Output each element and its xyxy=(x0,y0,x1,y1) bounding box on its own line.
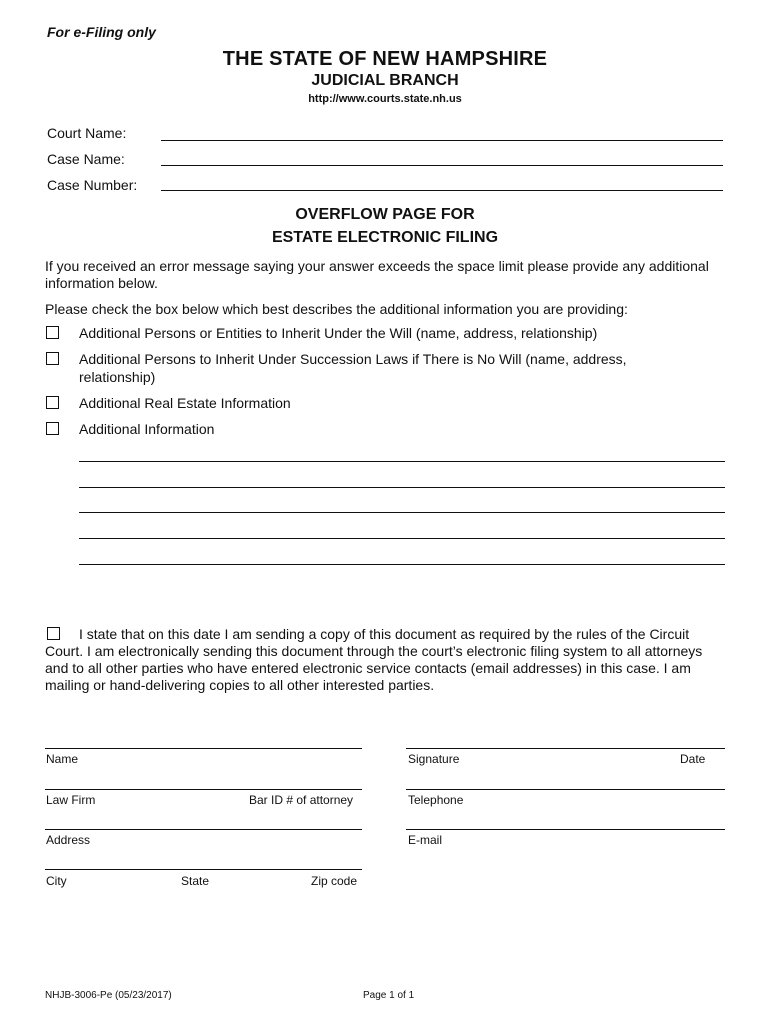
option-1-label: Additional Persons or Entities to Inherit Under the Will (name, address, relationship) xyxy=(79,325,598,341)
state-title: THE STATE OF NEW HAMPSHIRE xyxy=(222,48,548,70)
email-line[interactable] xyxy=(406,829,725,830)
telephone-label: Telephone xyxy=(408,793,464,807)
option-2-label: Additional Persons to Inherit Under Succession Laws if There is No Will (name, address, relationship) xyxy=(79,351,627,385)
signature-label: Signature xyxy=(408,752,460,766)
law-firm-line[interactable] xyxy=(45,789,362,790)
case-name-field[interactable] xyxy=(161,165,723,166)
intro-text: If you received an error message saying your answer exceeds the space limit please provide any additional information below. xyxy=(45,258,709,291)
name-line[interactable] xyxy=(45,748,362,749)
law-firm-label: Law Firm xyxy=(46,793,96,807)
bar-id-label: Bar ID # of attorney xyxy=(249,793,354,807)
court-url: http://www.courts.state.nh.us xyxy=(308,93,462,105)
case-name-label: Case Name: xyxy=(47,151,125,167)
zip-label: Zip code xyxy=(311,874,358,888)
case-number-label: Case Number: xyxy=(47,177,138,193)
efiling-note: For e-Filing only xyxy=(47,24,156,40)
instruction-text: Please check the box below which best describes the additional information you are providing: xyxy=(45,301,628,317)
option-4-checkbox[interactable] xyxy=(46,422,59,435)
telephone-line[interactable] xyxy=(406,789,725,790)
option-2-checkbox[interactable] xyxy=(46,352,59,365)
option-3-checkbox[interactable] xyxy=(46,396,59,409)
signature-line[interactable] xyxy=(406,748,725,749)
form-title-line1: OVERFLOW PAGE FOR xyxy=(295,206,475,223)
city-state-zip-line[interactable] xyxy=(45,869,362,870)
court-name-label: Court Name: xyxy=(47,125,127,141)
additional-info-line-5[interactable] xyxy=(79,564,725,565)
form-id: NHJB-3006-Pe (05/23/2017) xyxy=(45,990,172,1001)
case-number-field[interactable] xyxy=(161,190,723,191)
option-1-checkbox[interactable] xyxy=(46,326,59,339)
name-label: Name xyxy=(46,752,79,766)
option-4-label: Additional Information xyxy=(79,421,215,437)
additional-info-line-1[interactable] xyxy=(79,461,725,462)
certification-text: I state that on this date I am sending a copy of this document as required by the rules of the Circuit Court. I am electronically sending this document through the court’s electronic filing system to all attorneys and to all other parties who have entered electronic service contacts (email addresses) in this case. I am mailing or hand-delivering copies to all other interested parties. xyxy=(45,626,703,693)
branch-title: JUDICIAL BRANCH xyxy=(311,72,459,89)
additional-info-line-4[interactable] xyxy=(79,538,725,539)
form-title-line2: ESTATE ELECTRONIC FILING xyxy=(271,229,499,246)
address-label: Address xyxy=(46,833,91,847)
state-label: State xyxy=(181,874,210,888)
additional-info-line-2[interactable] xyxy=(79,487,725,488)
option-3-label: Additional Real Estate Information xyxy=(79,395,291,411)
city-label: City xyxy=(46,874,67,888)
email-label: E-mail xyxy=(408,833,443,847)
page-number: Page 1 of 1 xyxy=(363,990,415,1001)
court-name-field[interactable] xyxy=(161,140,723,141)
date-label: Date xyxy=(680,752,706,766)
additional-info-line-3[interactable] xyxy=(79,512,725,513)
address-line[interactable] xyxy=(45,829,362,830)
